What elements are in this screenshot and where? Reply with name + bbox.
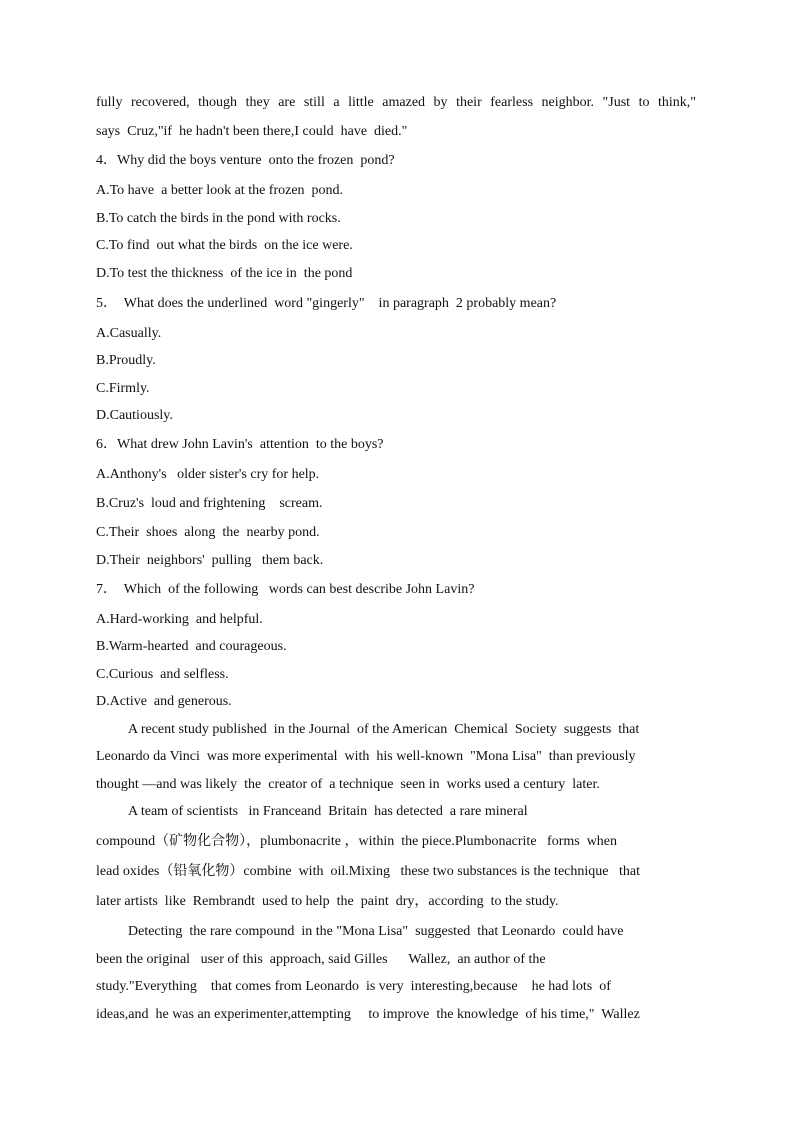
answer-option: A.Anthony's older sister's cry for help.	[96, 467, 320, 482]
answer-option: B.Proudly.	[96, 353, 156, 368]
paragraph-line: ideas,and he was an experimenter,attempting to improve the knowledge of his time," Wallez	[96, 1006, 640, 1022]
answer-option: A.To have a better look at the frozen pond.	[96, 183, 344, 198]
answer-option: D.Their neighbors' pulling them back.	[96, 552, 324, 568]
answer-option: C.To find out what the birds on the ice were.	[96, 238, 353, 253]
paragraph-line: lead oxides（铅氧化物）combine with oil.Mixing these two substances is the technique that	[96, 864, 640, 879]
paragraph-line: A team of scientists in Franceand Britain has detected a rare mineral	[128, 804, 528, 819]
answer-option: C.Curious and selfless.	[96, 666, 229, 682]
answer-option: C.Firmly.	[96, 380, 150, 396]
paragraph-line: later artists like Rembrandt used to help the paint dry，according to the study.	[96, 894, 559, 909]
paragraph-line: been the original user of this approach, said Gilles Wallez, an author of the	[96, 951, 546, 967]
question-stem: 6．What drew John Lavin's attention to the boys?	[96, 437, 384, 452]
answer-option: D.Active and generous.	[96, 694, 232, 709]
passage-line: says Cruz,"if he hadn't been there,I could have died."	[96, 124, 408, 139]
question-stem: 4．Why did the boys venture onto the frozen pond?	[96, 153, 395, 168]
answer-option: B.Warm-hearted and courageous.	[96, 639, 287, 654]
passage-line: fully recovered, though they are still a little amazed by their fearless neighbor. "Just to think,"	[96, 95, 696, 110]
question-stem: 5． What does the underlined word "gingerly" in paragraph 2 probably mean?	[96, 295, 557, 311]
answer-option: B.To catch the birds in the pond with rocks.	[96, 210, 341, 226]
answer-option: D.Cautiously.	[96, 408, 173, 423]
question-stem: 7． Which of the following words can best describe John Lavin?	[96, 581, 475, 597]
answer-option: A.Hard-working and helpful.	[96, 611, 263, 627]
paragraph-line: Leonardo da Vinci was more experimental with his well-known "Mona Lisa" than previously	[96, 749, 636, 764]
answer-option: B.Cruz's loud and frightening scream.	[96, 496, 323, 511]
paragraph-line: study."Everything that comes from Leonardo is very interesting,because he had lots of	[96, 979, 611, 994]
paragraph-line: thought —and was likely the creator of a technique seen in works used a century later.	[96, 776, 600, 792]
answer-option: A.Casually.	[96, 325, 162, 341]
answer-option: D.To test the thickness of the ice in the pond	[96, 265, 353, 281]
document-page	[96, 93, 696, 1025]
paragraph-line: A recent study published in the Journal of the American Chemical Society suggests that	[128, 721, 640, 737]
paragraph-line: Detecting the rare compound in the "Mona Lisa" suggested that Leonardo could have	[128, 924, 624, 939]
answer-option: C.Their shoes along the nearby pond.	[96, 525, 320, 540]
paragraph-line: compound（矿物化合物），plumbonacrite ，within the piece.Plumbonacrite forms when	[96, 834, 618, 849]
